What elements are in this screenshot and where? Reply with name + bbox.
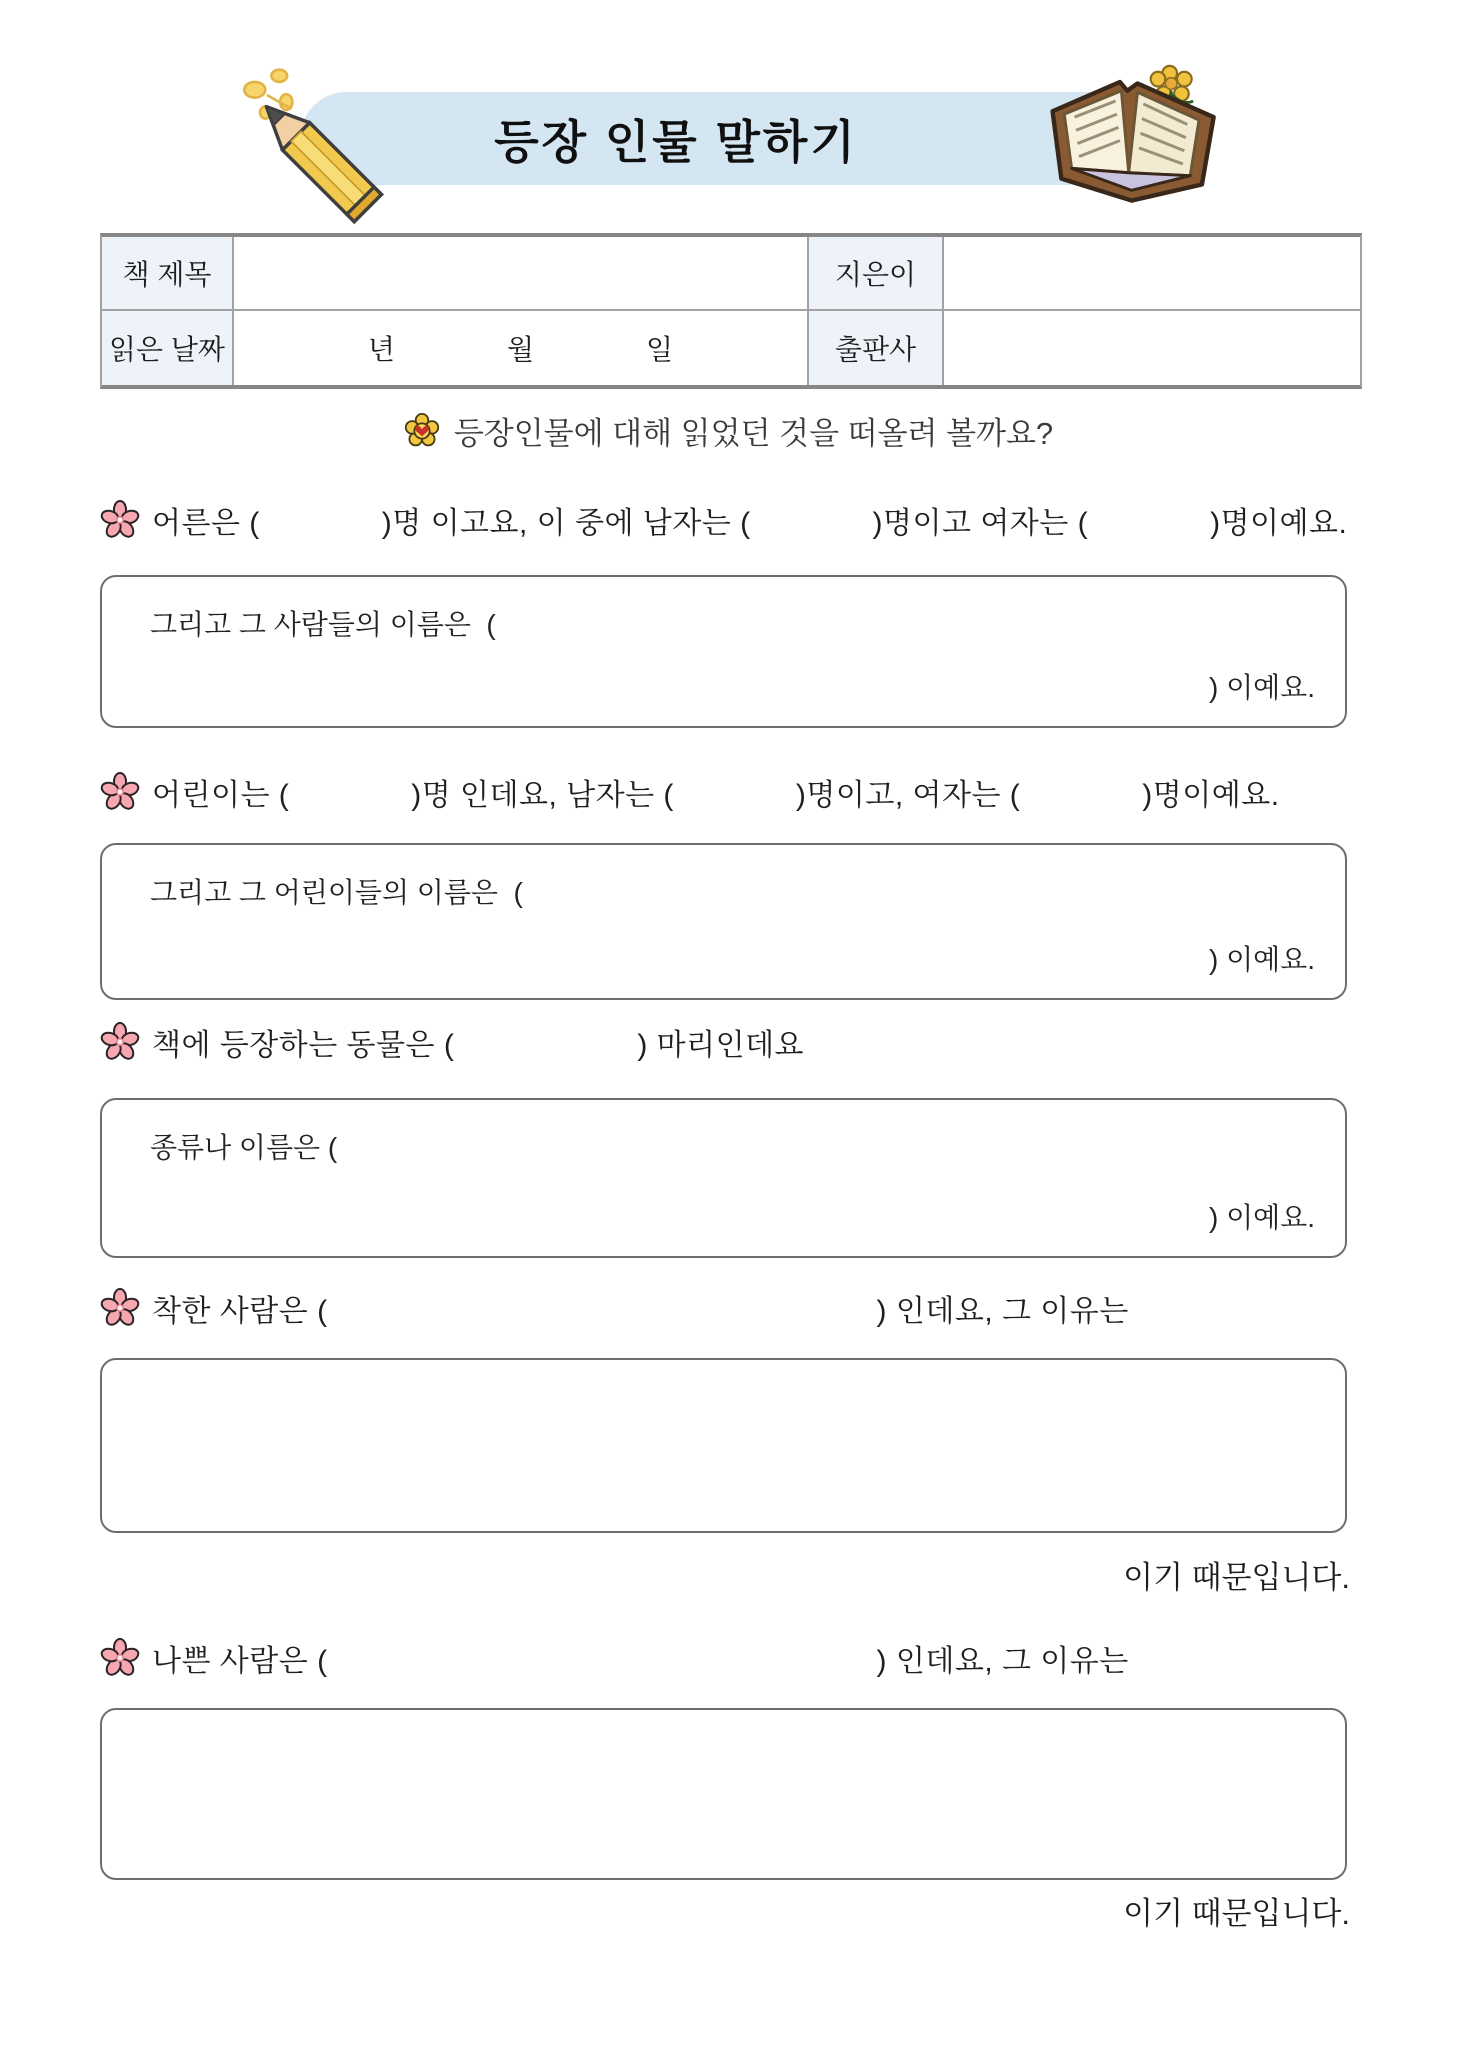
bad-person-because-text: 이기 때문입니다. — [1123, 1896, 1350, 1931]
children-box-tail: ) 이예요. — [1208, 944, 1315, 975]
bad-person-reason-box[interactable] — [100, 1708, 1347, 1880]
animals-names-box[interactable] — [100, 1098, 1347, 1258]
author-label: 지은이 — [809, 237, 944, 311]
pencil-icon — [232, 60, 407, 235]
book-info-table — [100, 233, 1362, 389]
adults-box-lead: 그리고 그 사람들의 이름은 ( — [150, 609, 496, 640]
good-person-statement-row — [100, 1284, 1129, 1332]
pink-blossom-icon — [100, 772, 140, 812]
adults-box-tail: ) 이예요. — [1208, 672, 1315, 703]
pink-blossom-icon — [100, 500, 140, 540]
publisher-field[interactable] — [944, 311, 1360, 385]
children-names-box[interactable] — [100, 843, 1347, 1000]
animals-box-lead: 종류나 이름은 ( — [150, 1132, 338, 1163]
adults-statement-row — [100, 496, 1347, 544]
publisher-label: 출판사 — [809, 311, 944, 385]
good-person-statement: 착한 사람은 ( ) 인데요, 그 이유는 — [152, 1295, 1129, 1328]
open-book-with-flower-icon — [1035, 55, 1240, 210]
read-date-label: 읽은 날짜 — [102, 311, 234, 385]
animals-statement-row — [100, 1018, 804, 1066]
pink-blossom-icon — [100, 1638, 140, 1678]
children-statement-row — [100, 768, 1280, 816]
prompt-row — [0, 408, 1457, 453]
children-statement: 어린이는 ( )명 인데요, 남자는 ( )명이고, 여자는 ( )명이예요. — [152, 779, 1280, 812]
author-field[interactable] — [944, 237, 1360, 311]
pink-blossom-icon — [100, 1288, 140, 1328]
animals-box-tail: ) 이예요. — [1208, 1202, 1315, 1233]
good-person-reason-box[interactable] — [100, 1358, 1347, 1533]
pink-blossom-icon — [100, 1022, 140, 1062]
adults-names-box[interactable] — [100, 575, 1347, 728]
good-person-because-text: 이기 때문입니다. — [1123, 1560, 1350, 1595]
bad-person-statement: 나쁜 사람은 ( ) 인데요, 그 이유는 — [152, 1645, 1129, 1678]
animals-statement: 책에 등장하는 동물은 ( ) 마리인데요 — [152, 1029, 805, 1062]
adults-statement: 어른은 ( )명 이고요, 이 중에 남자는 ( )명이고 여자는 ( )명이예요. — [152, 507, 1348, 540]
book-title-field[interactable] — [234, 237, 809, 311]
book-title-label: 책 제목 — [102, 237, 234, 311]
read-date-field[interactable]: 년 월 일 — [234, 311, 809, 385]
children-box-lead: 그리고 그 어린이들의 이름은 ( — [150, 877, 523, 908]
bad-person-statement-row — [100, 1634, 1129, 1682]
yellow-flower-heart-icon — [404, 413, 440, 449]
prompt-text: 등장인물에 대해 읽었던 것을 떠올려 볼까요? — [453, 416, 1054, 451]
page-title: 등장 인물 말하기 — [494, 115, 858, 168]
